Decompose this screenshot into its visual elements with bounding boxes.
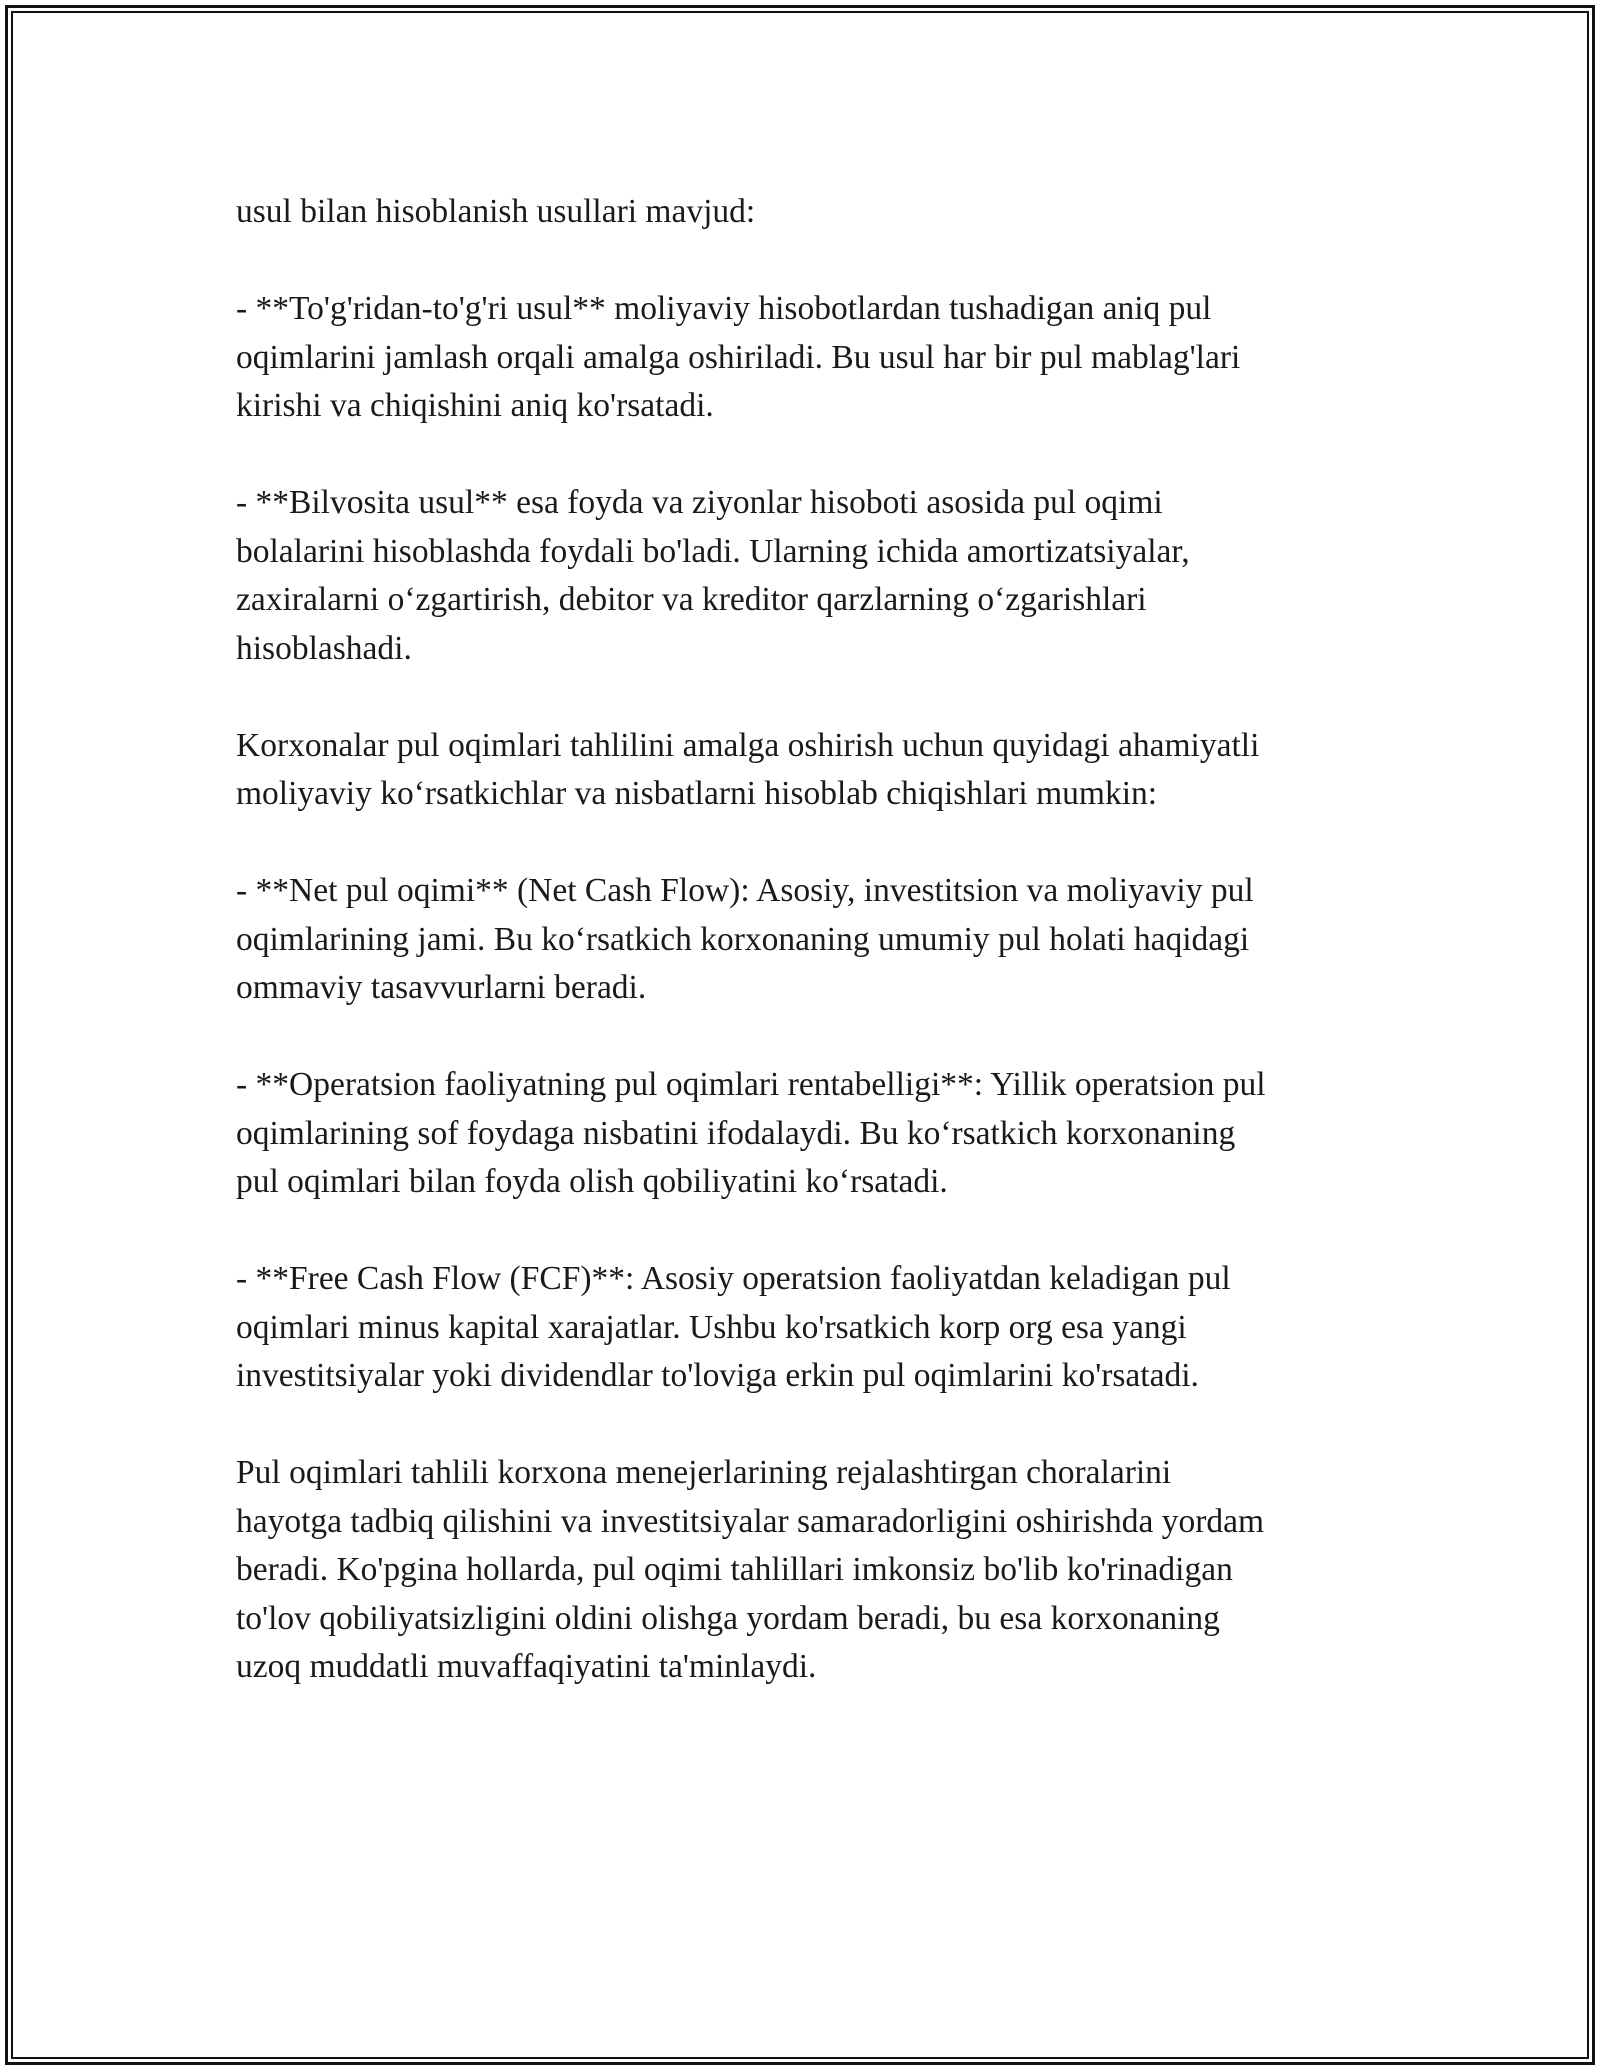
paragraph-free-cash-flow: - **Free Cash Flow (FCF)**: Asosiy operatsion faoliyatdan keladigan pul oqimlari minus kapital xarajatlar. Ushbu ko'rsatkich korp org esa yangi investitsiyalar yoki dividendlar to'loviga erkin pul oqimlarini ko'rsatadi. bbox=[236, 1260, 1231, 1394]
paragraph-direct-method: - **To'g'ridan-to'g'ri usul** moliyaviy hisobotlardan tushadigan aniq pul oqimlarini jamlash orqali amalga oshiriladi. Bu usul har bir pul mablag'lari kirishi va chiqishini aniq ko'rsatadi. bbox=[236, 290, 1241, 424]
paragraph-indicators-intro: Korxonalar pul oqimlari tahlilini amalga oshirish uchun quyidagi ahamiyatli moliyaviy ko‘rsatkichlar va nisbatlarni hisoblab chiqishlari mumkin: bbox=[236, 726, 1260, 812]
paragraph-conclusion: Pul oqimlari tahlili korxona menejerlarining rejalashtirgan choralarini hayotga tadbiq qilishini va investitsiyalar samaradorligini oshirishda yordam beradi. Ko'pgina hollarda, pul oqimi tahlillari imkonsiz bo'lib ko'rinadigan to'lov qobiliyatsizligini oldini olishga yordam beradi, bu esa korxonaning uzoq muddatli muvaffaqiyatini ta'minlaydi. bbox=[236, 1454, 1265, 1685]
paragraph-indirect-method: - **Bilvosita usul** esa foyda va ziyonlar hisoboti asosida pul oqimi bolalarini hisoblashda foydali bo'ladi. Ularning ichida amortizatsiyalar, zaxiralarni o‘zgartirish, debitor va kreditor qarzlarning o‘zgarishlari hisoblashadi. bbox=[236, 484, 1190, 667]
document-body bbox=[236, 188, 1376, 1692]
paragraph-methods-intro: usul bilan hisoblanish usullari mavjud: bbox=[236, 193, 756, 230]
paragraph-net-cash-flow: - **Net pul oqimi** (Net Cash Flow): Asosiy, investitsion va moliyaviy pul oqimlarining jami. Bu ko‘rsatkich korxonaning umumiy pul holati haqidagi ommaviy tasavvurlarni beradi. bbox=[236, 872, 1254, 1006]
paragraph-operating-profitability: - **Operatsion faoliyatning pul oqimlari rentabelligi**: Yillik operatsion pul oqimlarining sof foydaga nisbatini ifodalaydi. Bu ko‘rsatkich korxonaning pul oqimlari bilan foyda olish qobiliyatini ko‘rsatadi. bbox=[236, 1066, 1266, 1200]
